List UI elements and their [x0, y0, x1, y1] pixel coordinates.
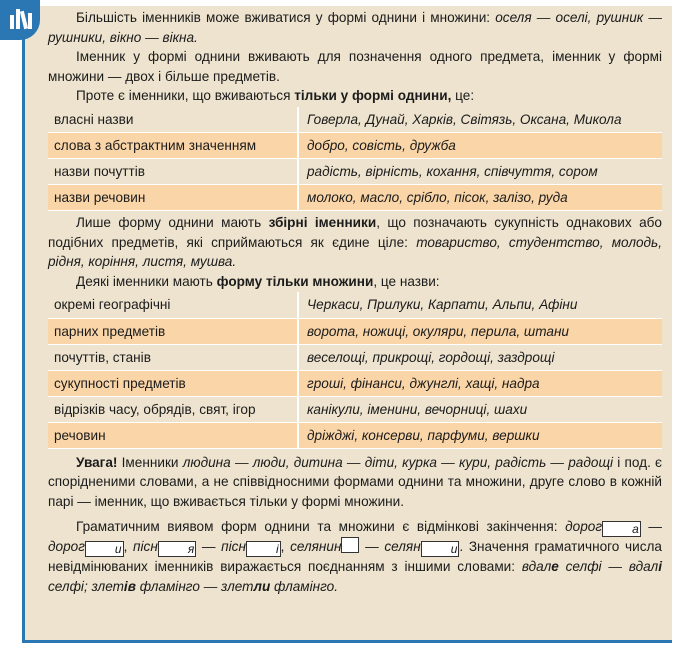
main-content — [48, 8, 662, 596]
ending-box: а — [602, 521, 641, 537]
example-part: селфі — вдал — [558, 559, 659, 574]
p6-examples: людина — люди, дитина — діти, курка — кури, радість — радощі — [182, 454, 614, 470]
example-part: вдал — [521, 559, 552, 574]
row-label: назви речовин — [48, 185, 298, 211]
plural-only-table — [48, 292, 662, 449]
books-icon — [8, 5, 34, 31]
p5-bold: форму тільки множини — [216, 273, 374, 289]
word-stem: дорог — [48, 539, 85, 554]
singular-only-table — [48, 107, 662, 212]
p4-text: Лише форму однини мають — [76, 215, 269, 230]
table-row — [48, 344, 662, 370]
table-row — [48, 318, 662, 344]
example-emphasis: ли — [253, 578, 271, 594]
table-row — [48, 159, 662, 185]
logo-badge — [0, 0, 40, 40]
row-examples: Черкаси, Прилуки, Карпати, Альпи, Афіни — [298, 292, 662, 318]
paragraph-grammatical-number: Граматичним виявом форм однини та множини є відмінкові закінчення: дорог а — дорог и , пісн я — пісн і , селянин — селян и . Значення граматичного числа невідмінюваних іменників виражається поєднанням з іншими словами: вдале селфі — вдалі селфі; злетів фламінго — злетли фламінго. — [48, 519, 662, 594]
example-emphasis: ів — [123, 578, 136, 594]
attention-label: Увага! — [76, 454, 118, 470]
p6-text-end: і под. є спорідненими словами, а не співвідносними формами однини та множини, друге слово в кожній парі — іменник, що вживається тільки у формі множини. — [48, 454, 662, 509]
table-row — [48, 396, 662, 422]
word-stem: пісн — [221, 539, 246, 554]
table-row — [48, 133, 662, 159]
row-examples: канікули, іменини, вечорниці, шахи — [298, 396, 662, 422]
table-row — [48, 107, 662, 133]
p4-text-mid: , що позначають сукупність однакових або подібних предметів, які сприймаються як єдине ціле: — [48, 215, 662, 250]
row-label: сукупності предметів — [48, 370, 298, 396]
ending-box: і — [246, 541, 281, 557]
table-row — [48, 185, 662, 211]
paragraph-singular-plural — [48, 8, 662, 47]
row-label: слова з абстрактним значенням — [48, 133, 298, 159]
p1-text: Більшість іменників може вживатися у формі однини і множини: — [76, 10, 496, 25]
ending-box: я — [158, 541, 196, 557]
row-examples: ворота, ножиці, окуляри, перила, штани — [298, 318, 662, 344]
word-stem: селян — [384, 539, 421, 554]
row-examples: веселощі, прикрощі, гордощі, заздрощі — [298, 344, 662, 370]
p3-text-end: це: — [451, 88, 475, 103]
example-emphasis: е — [551, 559, 559, 574]
row-examples: радість, вірність, кохання, співчуття, сором — [298, 159, 662, 185]
paragraph-plural-only — [48, 272, 662, 292]
word-stem: дорог — [565, 519, 603, 534]
row-label: парних предметів — [48, 318, 298, 344]
p4-examples: товариство, студентство, молодь, рідня, коріння, листя, мушва. — [48, 234, 662, 269]
example-part: селфі; злет — [48, 578, 124, 594]
row-examples: добро, совість, дружба — [298, 133, 662, 159]
row-examples: дріжджі, консерви, парфуми, вершки — [298, 422, 662, 448]
row-examples: молоко, масло, срібло, пісок, залізо, руда — [298, 185, 662, 211]
p3-bold: тільки у формі однини, — [294, 88, 452, 103]
p5-text-end: , це назви: — [373, 273, 440, 289]
ending-box: и — [85, 541, 124, 557]
empty-ending-box — [341, 537, 359, 553]
row-examples: гроші, фінанси, джунглі, хащі, надра — [298, 370, 662, 396]
example-part: фламінго — злет — [135, 578, 254, 594]
p3-text: Проте є іменники, що вживаються — [76, 88, 295, 103]
table-row — [48, 370, 662, 396]
ending-box: и — [421, 541, 460, 557]
row-label: назви почуттів — [48, 159, 298, 185]
table-row — [48, 292, 662, 318]
paragraph-attention-note — [48, 453, 662, 512]
word-stem: пісн — [133, 539, 158, 554]
row-label: почуттів, станів — [48, 344, 298, 370]
paragraph-singular-only — [48, 86, 662, 106]
row-label: власні назви — [48, 107, 298, 133]
paragraph-usage: Іменник у формі однини вживають для позначення одного предмета, іменник у формі множини — двох і більше предметів. — [48, 49, 662, 84]
p7-text-end: . Значення граматичного числа невідмінюваних іменників виражається поєднанням з іншими словами: — [48, 539, 662, 574]
table-row — [48, 422, 662, 448]
example-emphasis: і — [658, 559, 662, 574]
row-label: окремі географічні — [48, 292, 298, 318]
row-label: речовин — [48, 422, 298, 448]
example-part: фламінго. — [270, 578, 339, 594]
p5-text: Деякі іменники мають — [76, 273, 217, 289]
p4-bold: збірні іменники — [268, 215, 377, 230]
p7-text: Граматичним виявом форм однини та множини є відмінкові закінчення: — [76, 519, 566, 534]
row-label: відрізків часу, обрядів, свят, ігор — [48, 396, 298, 422]
paragraph-collective-nouns — [48, 213, 662, 272]
p1-examples: оселя — оселі, рушник — рушники, вікно — вікна. — [48, 10, 662, 45]
word-stem: селянин — [290, 539, 342, 554]
row-examples: Говерла, Дунай, Харків, Світязь, Оксана, Микола — [298, 107, 662, 133]
p6-text: Іменники — [117, 454, 183, 470]
